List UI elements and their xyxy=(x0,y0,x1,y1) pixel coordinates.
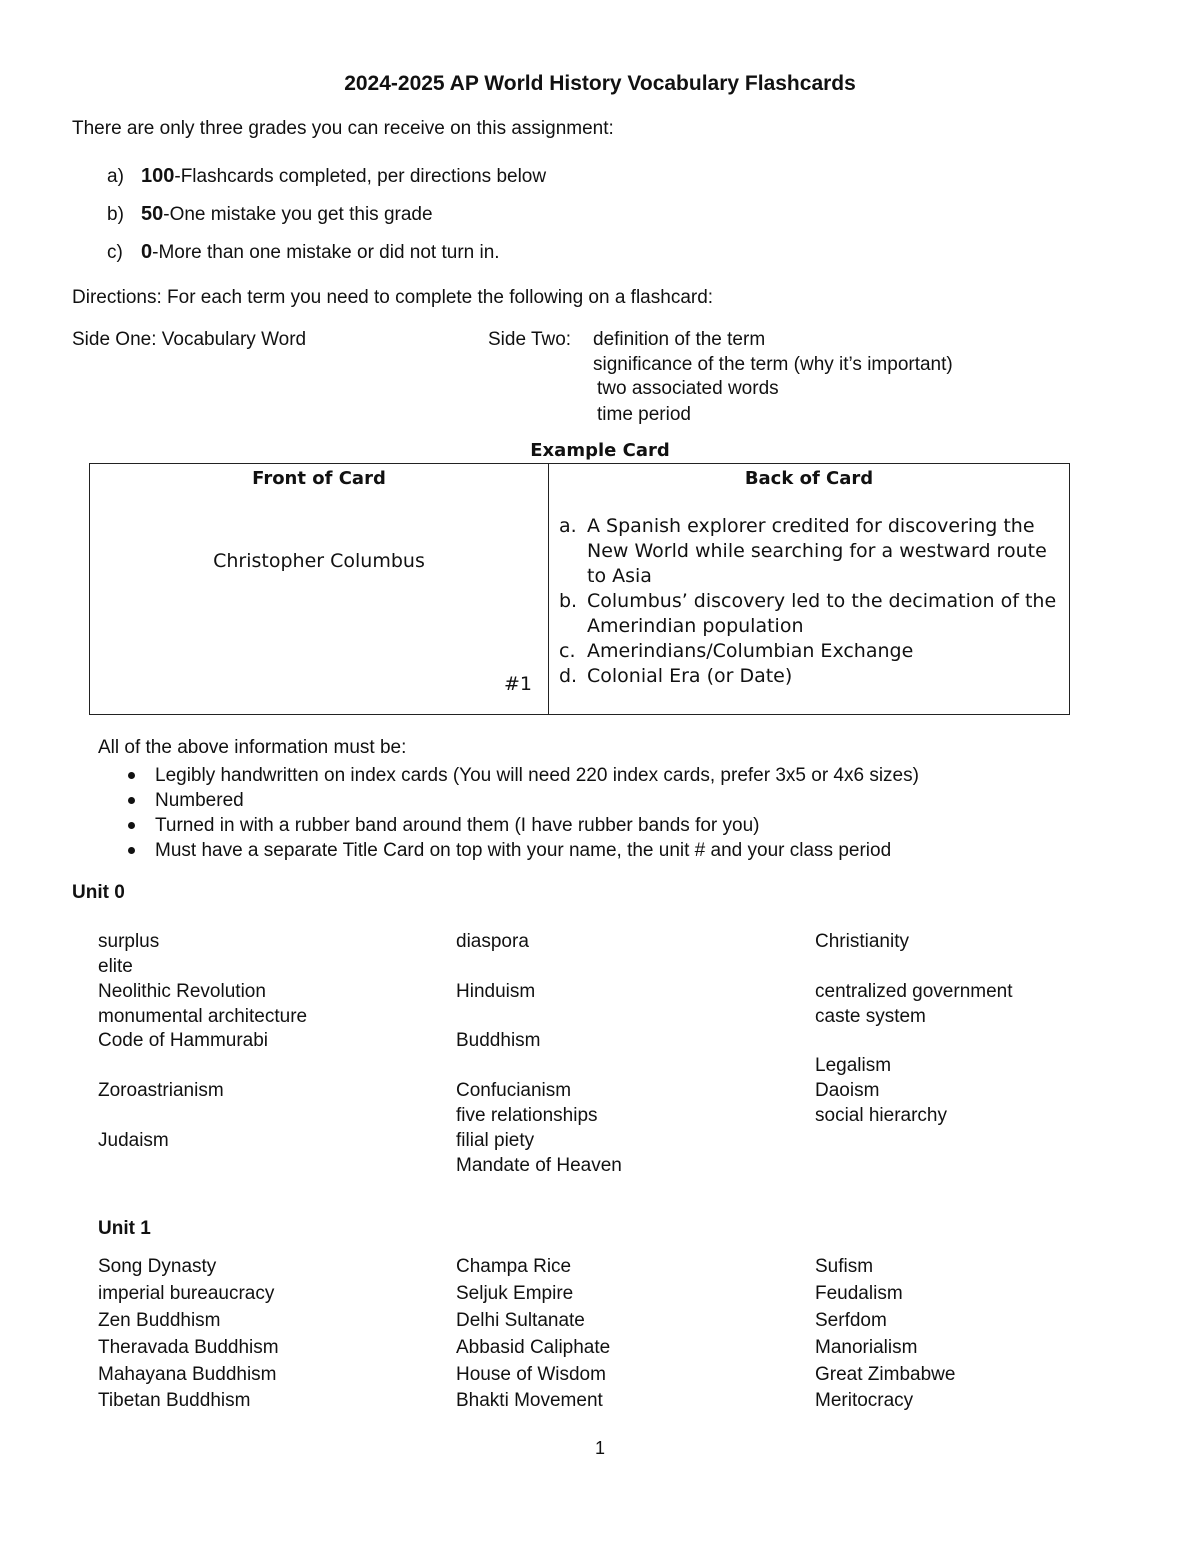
grade-value: 50 xyxy=(141,203,164,225)
vocab-term: Neolithic Revolution xyxy=(98,981,266,1002)
back-item xyxy=(559,514,1069,589)
grade-letter: b) xyxy=(107,204,124,225)
grade-item-a xyxy=(107,164,546,189)
vocab-term: Daoism xyxy=(815,1080,880,1101)
back-item-text: Amerindians/Columbian Exchange xyxy=(587,640,914,662)
grade-desc: -Flashcards completed, per directions below xyxy=(174,166,547,187)
back-item-marker: d. xyxy=(559,665,578,687)
vocab-term: diaspora xyxy=(456,931,529,952)
back-item xyxy=(559,639,1069,664)
page-title: 2024-2025 AP World History Vocabulary Flashcards xyxy=(344,72,856,95)
front-of-card-header: Front of Card xyxy=(252,468,386,489)
example-card-heading: Example Card xyxy=(530,440,670,461)
grade-desc: -More than one mistake or did not turn in. xyxy=(152,242,500,263)
vocab-term: Abbasid Caliphate xyxy=(456,1337,611,1358)
side-two-item: time period xyxy=(597,404,691,425)
vocab-term: five relationships xyxy=(456,1105,598,1126)
grade-letter: a) xyxy=(107,166,124,187)
requirement-item: Turned in with a rubber band around them (I have rubber bands for you) xyxy=(125,813,919,838)
vocab-term: House of Wisdom xyxy=(456,1364,606,1385)
vocab-term: filial piety xyxy=(456,1130,535,1151)
vocab-term: Hinduism xyxy=(456,981,536,1002)
intro-text: There are only three grades you can receive on this assignment: xyxy=(72,118,614,139)
vocab-term: elite xyxy=(98,956,133,977)
requirements-list xyxy=(125,763,919,863)
grade-letter: c) xyxy=(107,242,123,263)
unit-0-heading: Unit 0 xyxy=(72,882,125,903)
vocab-term: Champa Rice xyxy=(456,1256,572,1277)
side-two-label: Side Two: xyxy=(488,329,572,350)
requirements-intro: All of the above information must be: xyxy=(98,737,407,758)
vocab-term: Mandate of Heaven xyxy=(456,1155,622,1176)
requirement-item: Legibly handwritten on index cards (You will need 220 index cards, prefer 3x5 or 4x6 sizes) xyxy=(125,763,919,788)
back-item-text: Columbus’ discovery led to the decimation of the Amerindian population xyxy=(587,590,1057,637)
side-two-item: significance of the term (why it’s important) xyxy=(593,354,953,375)
grade-value: 100 xyxy=(141,165,175,187)
vocab-term: Buddhism xyxy=(456,1030,541,1051)
vocab-term: Bhakti Movement xyxy=(456,1390,603,1411)
vocab-term: Christianity xyxy=(815,931,909,952)
vocab-term: social hierarchy xyxy=(815,1105,947,1126)
grade-item-b xyxy=(107,202,433,227)
vocab-term: Song Dynasty xyxy=(98,1256,217,1277)
card-back xyxy=(549,464,1069,714)
vocab-term: Mahayana Buddhism xyxy=(98,1364,277,1385)
back-of-card-header: Back of Card xyxy=(744,468,874,489)
vocab-term: Sufism xyxy=(815,1256,874,1277)
vocab-term: Seljuk Empire xyxy=(456,1283,574,1304)
unit-1-heading: Unit 1 xyxy=(98,1218,151,1239)
back-item-text: Colonial Era (or Date) xyxy=(587,665,793,687)
vocab-term: Delhi Sultanate xyxy=(456,1310,585,1331)
back-item-marker: b. xyxy=(559,590,578,612)
grade-item-c xyxy=(107,240,500,265)
side-two-item: two associated words xyxy=(597,378,779,399)
requirement-item: Numbered xyxy=(125,788,919,813)
grade-desc: -One mistake you get this grade xyxy=(163,204,433,225)
vocab-term: Manorialism xyxy=(815,1337,918,1358)
back-item-marker: c. xyxy=(559,640,576,662)
front-term: Christopher Columbus xyxy=(213,550,425,572)
vocab-term: centralized government xyxy=(815,981,1013,1002)
vocab-term: Theravada Buddhism xyxy=(98,1337,279,1358)
requirement-item: Must have a separate Title Card on top with your name, the unit # and your class period xyxy=(125,838,919,863)
grade-value: 0 xyxy=(141,241,153,263)
vocab-term: Judaism xyxy=(98,1130,169,1151)
vocab-term: imperial bureaucracy xyxy=(98,1283,275,1304)
vocab-term: Legalism xyxy=(815,1055,892,1076)
back-list xyxy=(559,514,1069,689)
example-card-table xyxy=(89,463,1070,715)
side-one-text: Side One: Vocabulary Word xyxy=(72,329,307,350)
vocab-term: Serfdom xyxy=(815,1310,887,1331)
vocab-term: caste system xyxy=(815,1006,926,1027)
card-number: #1 xyxy=(504,673,533,695)
directions-text: Directions: For each term you need to complete the following on a flashcard: xyxy=(72,287,714,308)
vocab-term: Tibetan Buddhism xyxy=(98,1390,251,1411)
back-item xyxy=(559,664,1069,689)
vocab-term: Feudalism xyxy=(815,1283,903,1304)
vocab-term: Meritocracy xyxy=(815,1390,914,1411)
back-item-marker: a. xyxy=(559,515,577,537)
vocab-term: Zen Buddhism xyxy=(98,1310,221,1331)
vocab-term: Confucianism xyxy=(456,1080,572,1101)
vocab-term: Zoroastrianism xyxy=(98,1080,224,1101)
vocab-term: monumental architecture xyxy=(98,1006,308,1027)
vocab-term: surplus xyxy=(98,931,160,952)
back-item xyxy=(559,589,1069,639)
vocab-term: Code of Hammurabi xyxy=(98,1030,269,1051)
page-number: 1 xyxy=(594,1438,605,1458)
vocab-term: Great Zimbabwe xyxy=(815,1364,956,1385)
back-item-text: A Spanish explorer credited for discovering the New World while searching for a westward route to Asia xyxy=(587,515,1047,587)
side-two-item: definition of the term xyxy=(593,329,766,350)
